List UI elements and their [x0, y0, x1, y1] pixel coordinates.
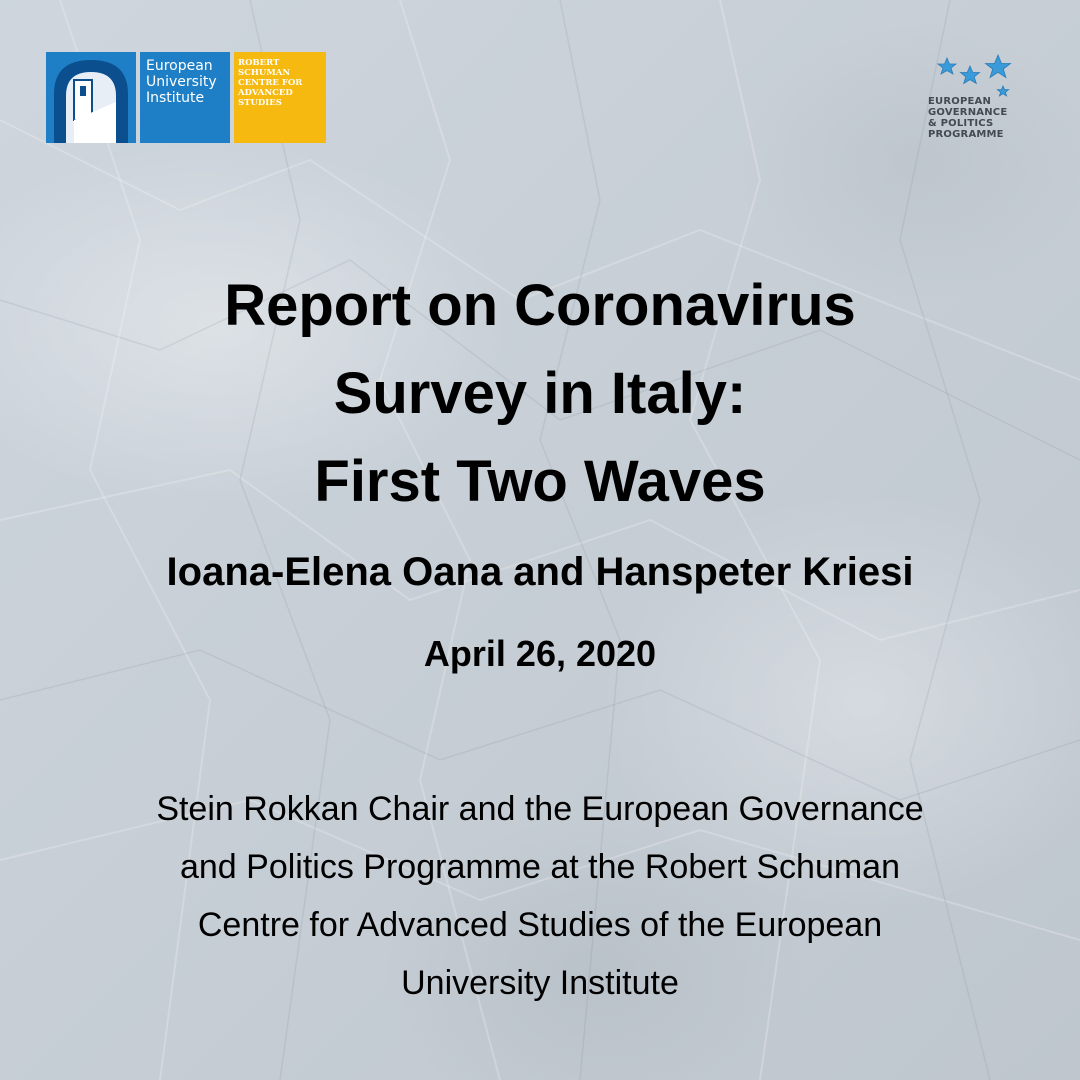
egpp-line-2: GOVERNANCE	[928, 107, 1008, 118]
egpp-line-1: EUROPEAN	[928, 96, 992, 107]
rscas-line-1: ROBERT	[238, 58, 280, 68]
rscas-line-5: STUDIES	[238, 98, 282, 108]
eui-line-3: Institute	[146, 90, 205, 106]
publication-date: April 26, 2020	[423, 633, 657, 674]
affiliation	[0, 780, 1080, 1012]
rscas-line-3: CENTRE FOR	[238, 78, 303, 88]
title-line-3: First Two Waves	[314, 449, 766, 514]
title-line-2: Survey in Italy:	[333, 361, 747, 426]
report-title	[0, 262, 1080, 526]
stars-icon	[925, 52, 1025, 100]
eui-line-2: University	[146, 74, 217, 90]
egpp-line-3: & POLITICS	[928, 118, 994, 129]
affiliation-line-3: Centre for Advanced Studies of the European	[197, 906, 883, 944]
affiliation-line-2: and Politics Programme at the Robert Schuman	[179, 848, 900, 886]
rscas-line-4: ADVANCED	[238, 88, 293, 98]
egpp-logo	[925, 52, 1025, 144]
eui-logo	[46, 52, 326, 143]
egpp-line-4: PROGRAMME	[928, 129, 1004, 140]
affiliation-line-1: Stein Rokkan Chair and the European Governance	[156, 790, 924, 828]
authors: Ioana-Elena Oana and Hanspeter Kriesi	[166, 550, 914, 594]
eui-line-1: European	[146, 58, 213, 74]
rscas-line-2: SCHUMAN	[238, 68, 291, 78]
affiliation-line-4: University Institute	[401, 964, 679, 1002]
title-line-1: Report on Coronavirus	[224, 273, 856, 338]
